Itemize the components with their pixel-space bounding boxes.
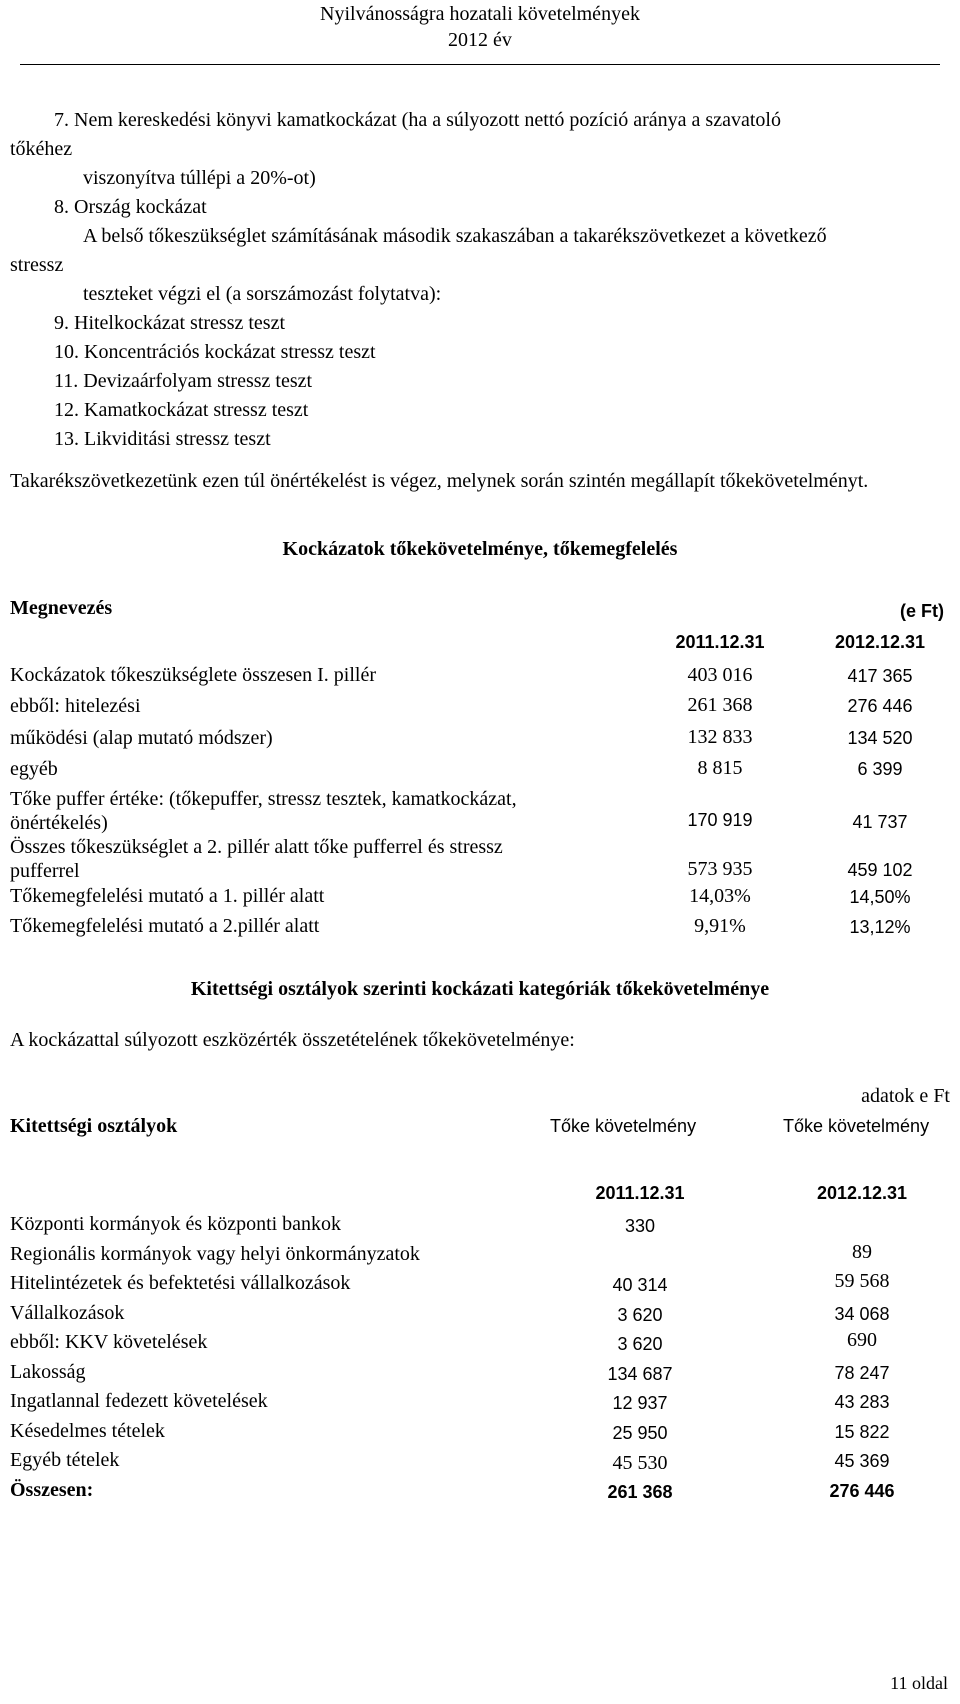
table2-year2: 2012.12.31 bbox=[816, 1183, 908, 1203]
table2-value-2011: 134 687 bbox=[607, 1363, 673, 1384]
table1-value-2012: 459 102 bbox=[847, 860, 913, 880]
intro-list bbox=[10, 106, 930, 454]
table1-row-label bbox=[10, 726, 273, 750]
table1-value-2011: 170 919 bbox=[687, 810, 753, 830]
intro-line: 7. Nem kereskedési könyvi kamatkockázat (ha a súlyozott nettó pozíció aránya a szavatoló bbox=[54, 109, 781, 131]
table1-value-2012: 276 446 bbox=[847, 696, 913, 716]
table2-row-label: Összesen: bbox=[10, 1478, 94, 1501]
intro-line: 11. Devizaárfolyam stressz teszt bbox=[54, 370, 313, 392]
intro-line: 8. Ország kockázat bbox=[54, 196, 207, 218]
table1-value-2012: 13,12% bbox=[849, 917, 911, 937]
table2-row-label: Késedelmes tételek bbox=[10, 1419, 165, 1442]
table1-row-label bbox=[10, 914, 319, 938]
table2-value-2011: 45 530 bbox=[612, 1452, 668, 1474]
table1-row-label bbox=[10, 835, 503, 883]
table2-value-2012: 78 247 bbox=[834, 1362, 890, 1383]
table1-row-label bbox=[10, 694, 141, 718]
page-number: 11 oldal bbox=[890, 1673, 948, 1693]
header-year: 2012 év bbox=[448, 29, 512, 51]
intro-line: 10. Koncentrációs kockázat stressz teszt bbox=[54, 341, 376, 363]
table1-row-label bbox=[10, 884, 324, 908]
table1-row-label-line: Tőkemegfelelési mutató a 1. pillér alatt bbox=[10, 885, 325, 907]
intro-line: 13. Likviditási stressz teszt bbox=[54, 428, 271, 450]
table2-col2-header: Tőke követelmény bbox=[783, 1116, 930, 1136]
table1-year2: 2012.12.31 bbox=[834, 632, 926, 652]
table1-value-2011: 261 368 bbox=[687, 694, 753, 716]
table1-row-label-line: önértékelés) bbox=[10, 812, 108, 834]
table1-value-2012: 417 365 bbox=[847, 666, 913, 686]
intro-line: tőkéhez bbox=[10, 138, 73, 160]
table2-value-2012: 690 bbox=[847, 1329, 877, 1351]
table1-value-2011: 132 833 bbox=[687, 726, 753, 748]
table1-value-2011: 14,03% bbox=[689, 885, 751, 907]
table2-value-2012: 15 822 bbox=[834, 1421, 890, 1442]
table1-row-label-line: Tőkemegfelelési mutató a 2.pillér alatt bbox=[10, 915, 320, 937]
table1-row-label-line: Tőke puffer értéke: (tőkepuffer, stressz tesztek, kamatkockázat, bbox=[10, 788, 517, 810]
table2-year1: 2011.12.31 bbox=[595, 1183, 685, 1203]
table1-unit: (e Ft) bbox=[900, 601, 944, 621]
table2-value-2011: 330 bbox=[624, 1216, 656, 1236]
table2-subtitle: A kockázattal súlyozott eszközérték összetételének tőkekövetelménye: bbox=[10, 1029, 575, 1051]
header-rule bbox=[20, 64, 940, 65]
intro-text bbox=[10, 106, 930, 494]
table2-row-label: Ingatlannal fedezett követelések bbox=[10, 1390, 268, 1412]
table2-value-2011: 25 950 bbox=[612, 1422, 668, 1443]
intro-line: A belső tőkeszükséglet számításának második szakaszában a takarékszövetkezet a következő bbox=[83, 225, 827, 247]
intro-line: stressz bbox=[10, 254, 64, 276]
table1-row-label bbox=[10, 663, 376, 687]
table1-row-label-line: ebből: hitelezési bbox=[10, 695, 141, 717]
table2-value-2012: 45 369 bbox=[834, 1451, 890, 1471]
table1-row-label bbox=[10, 757, 58, 781]
table2-row-label: Hitelintézetek és befektetési vállalkozások bbox=[10, 1272, 351, 1294]
table1-row-label-line: Összes tőkeszükséglet a 2. pillér alatt tőke pufferrel és stressz bbox=[10, 836, 503, 858]
table1-title: Kockázatok tőkekövetelménye, tőkemegfelelés bbox=[282, 538, 678, 560]
table1-value-2011: 573 935 bbox=[687, 858, 753, 880]
intro-line: viszonyítva túllépi a 20%-ot) bbox=[83, 167, 316, 189]
table1-row-label-line: egyéb bbox=[10, 758, 58, 780]
table2-value-2011: 12 937 bbox=[612, 1393, 668, 1413]
table1-value-2012: 41 737 bbox=[852, 812, 908, 832]
table1-row-label-line: pufferrel bbox=[10, 860, 80, 882]
table2-value-2012: 276 446 bbox=[829, 1480, 895, 1501]
intro-line: teszteket végzi el (a sorszámozást folytatva): bbox=[83, 283, 442, 305]
table2-value-2012: 34 068 bbox=[834, 1303, 890, 1324]
table1-col-label: Megnevezés bbox=[10, 597, 113, 619]
table2-value-2011: 3 620 bbox=[617, 1304, 663, 1325]
page-header bbox=[0, 0, 960, 52]
table2-value-2011: 3 620 bbox=[617, 1334, 663, 1354]
table1-row-label-line: működési (alap mutató módszer) bbox=[10, 727, 273, 749]
table1-row-label bbox=[10, 787, 517, 835]
table1-value-2012: 6 399 bbox=[857, 759, 903, 779]
table2-title: Kitettségi osztályok szerinti kockázati kategóriák tőkekövetelménye bbox=[190, 978, 770, 1000]
table1-value-2012: 14,50% bbox=[849, 887, 911, 907]
table1-value-2012: 134 520 bbox=[847, 728, 913, 748]
table2-col-label: Kitettségi osztályok bbox=[10, 1115, 178, 1137]
table1-value-2011: 9,91% bbox=[694, 915, 746, 937]
table2-row-label: Lakosság bbox=[10, 1360, 86, 1383]
table1-value-2011: 403 016 bbox=[687, 664, 753, 686]
intro-paragraph: Takarékszövetkezetünk ezen túl önértékelést is végez, melynek során szintén megállapít tőkekövetelményt. bbox=[10, 470, 869, 492]
table1-row-label-line: Kockázatok tőkeszükséglete összesen I. pillér bbox=[10, 664, 376, 686]
table2-unit: adatok e Ft bbox=[861, 1085, 950, 1107]
table2-value-2011: 261 368 bbox=[607, 1481, 673, 1502]
table2-row-label: Központi kormányok és központi bankok bbox=[10, 1213, 342, 1235]
intro-line: 9. Hitelkockázat stressz teszt bbox=[54, 312, 286, 334]
header-title: Nyilvánosságra hozatali követelmények bbox=[320, 3, 640, 25]
intro-line: 12. Kamatkockázat stressz teszt bbox=[54, 399, 309, 421]
table2-value-2012: 43 283 bbox=[834, 1392, 890, 1412]
table2-value-2012: 89 bbox=[852, 1240, 872, 1263]
table2-value-2012: 59 568 bbox=[834, 1270, 890, 1292]
table1-value-2011: 8 815 bbox=[697, 757, 743, 779]
table1-year1: 2011.12.31 bbox=[675, 632, 765, 652]
table2-row-label: Regionális kormányok vagy helyi önkormányzatok bbox=[10, 1242, 420, 1265]
table2-col1-header: Tőke követelmény bbox=[550, 1116, 697, 1136]
table2-value-2011: 40 314 bbox=[612, 1275, 668, 1295]
table2-row-label: ebből: KKV követelések bbox=[10, 1331, 208, 1353]
table2-row-label: Egyéb tételek bbox=[10, 1449, 120, 1471]
table2-row-label: Vállalkozások bbox=[10, 1301, 125, 1324]
